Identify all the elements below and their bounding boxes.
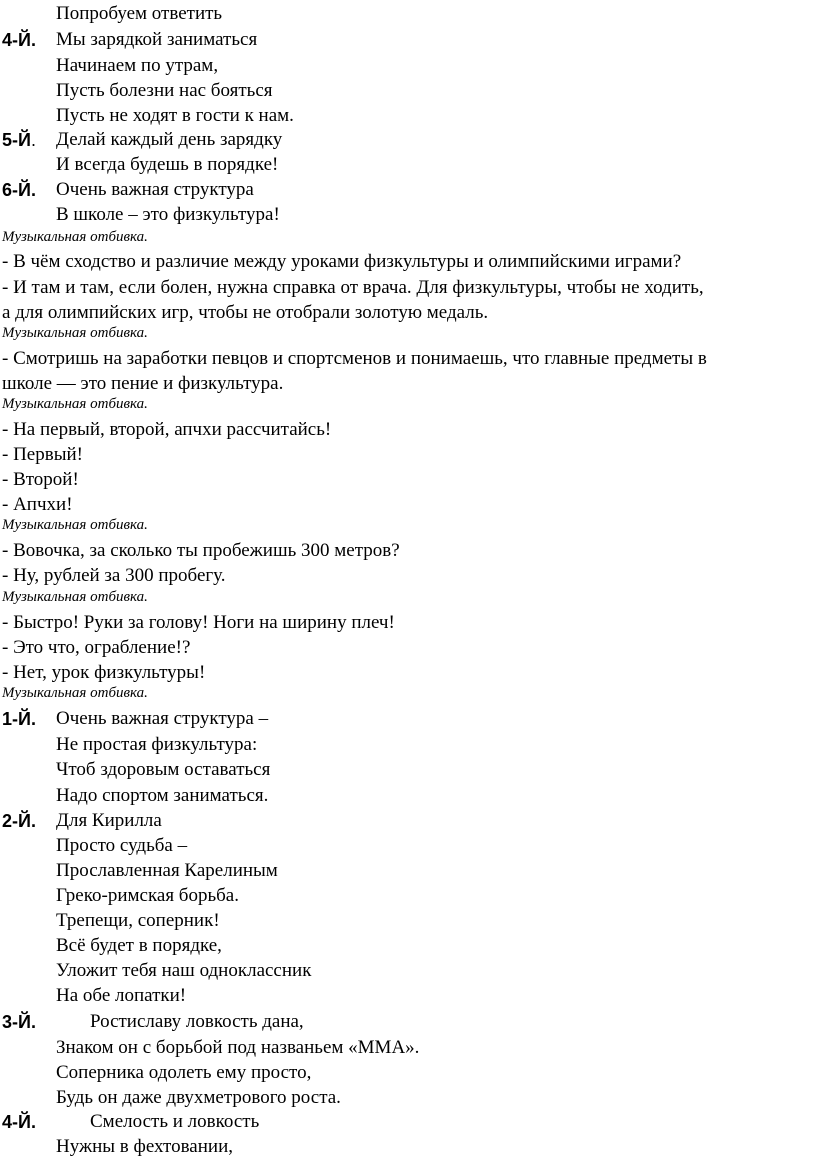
- verse-line: Пусть болезни нас бояться: [56, 80, 273, 101]
- verse-line: Мы зарядкой заниматься: [56, 29, 258, 50]
- stage-note: Музыкальная отбивка.: [2, 325, 148, 341]
- speaker-label: 4-Й.: [2, 1112, 36, 1132]
- verse-line: Уложит тебя наш одноклассник: [56, 960, 312, 981]
- speaker-label: [2, 131, 36, 149]
- verse-line: Смелость и ловкость: [90, 1111, 260, 1132]
- verse-line: Попробуем ответить: [56, 3, 223, 24]
- verse-line: Будь он даже двухметрового роста.: [56, 1087, 341, 1108]
- dialogue-line: - Ну, рублей за 300 пробегу.: [2, 565, 226, 586]
- stage-note: Музыкальная отбивка.: [2, 396, 148, 412]
- dialogue-line: - Апчхи!: [2, 494, 73, 515]
- verse-line: Для Кирилла: [56, 810, 162, 831]
- verse-line: И всегда будешь в порядке!: [56, 154, 279, 175]
- verse-line: Делай каждый день зарядку: [56, 129, 283, 150]
- verse-line: Соперника одолеть ему просто,: [56, 1062, 312, 1083]
- verse-line: Нужны в фехтовании,: [56, 1136, 233, 1157]
- dialogue-line: - Нет, урок физкультуры!: [2, 662, 206, 683]
- verse-line: Знаком он с борьбой под названьем «ММА».: [56, 1037, 420, 1058]
- verse-line: В школе – это физкультура!: [56, 204, 280, 225]
- dialogue-line: - И там и там, если болен, нужна справка от врача. Для физкультуры, чтобы не ходить,: [2, 277, 704, 298]
- dialogue-line: - Второй!: [2, 469, 79, 490]
- dialogue-line: - Быстро! Руки за голову! Ноги на ширину плеч!: [2, 612, 395, 633]
- speaker-label-text: 5-Й: [2, 130, 31, 150]
- verse-line: Очень важная структура –: [56, 708, 269, 729]
- dialogue-line: школе — это пение и физкультура.: [2, 373, 284, 394]
- stage-note: Музыкальная отбивка.: [2, 517, 148, 533]
- verse-line: Чтоб здоровым оставаться: [56, 759, 271, 780]
- dialogue-line: а для олимпийских игр, чтобы не отобрали золотую медаль.: [2, 302, 489, 323]
- verse-line: Не простая физкультура:: [56, 734, 258, 755]
- speaker-label: 2-Й.: [2, 811, 36, 831]
- verse-line: Пусть не ходят в гости к нам.: [56, 105, 294, 126]
- verse-line: Греко-римская борьба.: [56, 885, 239, 906]
- stage-note: Музыкальная отбивка.: [2, 685, 148, 701]
- verse-line: Очень важная структура: [56, 179, 254, 200]
- dialogue-line: - На первый, второй, апчхи рассчитайсь!: [2, 419, 332, 440]
- verse-line: На обе лопатки!: [56, 985, 187, 1006]
- dialogue-line: - В чём сходство и различие между уроками физкультуры и олимпийскими играми?: [2, 251, 682, 272]
- verse-line: Трепещи, соперник!: [56, 910, 220, 931]
- stage-note: Музыкальная отбивка.: [2, 589, 148, 605]
- verse-line: Надо спортом заниматься.: [56, 785, 269, 806]
- speaker-label: 3-Й.: [2, 1012, 36, 1032]
- dialogue-line: - Первый!: [2, 444, 83, 465]
- speaker-label: 4-Й.: [2, 30, 36, 50]
- dialogue-line: - Смотришь на заработки певцов и спортсменов и понимаешь, что главные предметы в: [2, 348, 707, 369]
- dialogue-line: - Это что, ограбление!?: [2, 637, 191, 658]
- verse-line: Прославленная Карелиным: [56, 860, 278, 881]
- verse-line: Начинаем по утрам,: [56, 55, 219, 76]
- speaker-label: 6-Й.: [2, 180, 36, 200]
- verse-line: Всё будет в порядке,: [56, 935, 222, 956]
- verse-line: Ростиславу ловкость дана,: [90, 1011, 304, 1032]
- speaker-label: 1-Й.: [2, 709, 36, 729]
- dialogue-line: - Вовочка, за сколько ты пробежишь 300 метров?: [2, 540, 400, 561]
- speaker-label-dot: .: [30, 130, 36, 150]
- verse-line: Просто судьба –: [56, 835, 188, 856]
- stage-note: Музыкальная отбивка.: [2, 229, 148, 245]
